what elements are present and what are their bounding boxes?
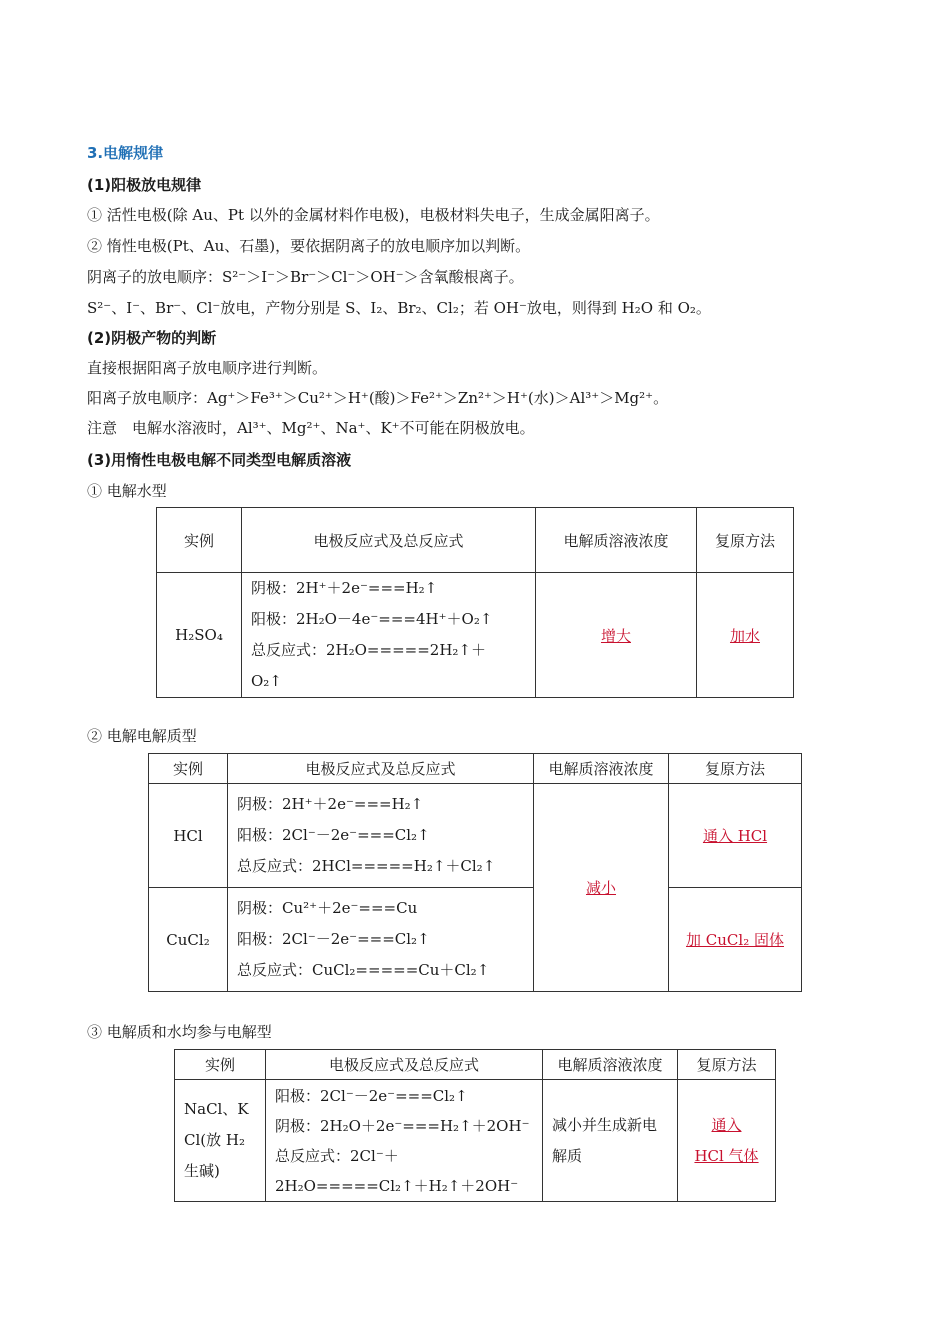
concentration-cell xyxy=(536,573,697,698)
anode-line-2: ② 惰性电极(Pt、Au、石墨)，要依据阴离子的放电顺序加以判断。 xyxy=(87,237,531,255)
type3-title: ③ 电解质和水均参与电解型 xyxy=(87,1023,272,1041)
example-line: NaCl、K xyxy=(184,1100,249,1118)
equation-line: 阴极：2H⁺＋2e⁻===H₂↑ xyxy=(237,795,424,813)
restore-answer: 通入 xyxy=(711,1115,742,1134)
table-electrolyte-and-water xyxy=(174,1049,776,1202)
anode-title: (1)阳极放电规律 xyxy=(87,176,202,194)
equation-cell xyxy=(228,888,534,992)
restore-cell xyxy=(669,888,802,992)
header-restore: 复原方法 xyxy=(669,754,802,784)
table-row xyxy=(175,1080,776,1202)
header-restore: 复原方法 xyxy=(697,508,794,573)
example-cell: CuCl₂ xyxy=(149,888,228,992)
table-electrolyze-water xyxy=(156,507,794,698)
header-concentration: 电解质溶液浓度 xyxy=(534,754,669,784)
equation-line: 阳极：2Cl⁻－2e⁻===Cl₂↑ xyxy=(275,1086,468,1105)
equation-cell xyxy=(242,573,536,698)
anode-line-1: ① 活性电极(除 Au、Pt 以外的金属材料作电极)，电极材料失电子，生成金属阳离子。 xyxy=(87,206,660,224)
equation-cell xyxy=(266,1080,543,1202)
restore-line xyxy=(678,1141,775,1172)
equation-line: 阳极：2Cl⁻－2e⁻===Cl₂↑ xyxy=(237,930,430,948)
restore-cell xyxy=(697,573,794,698)
equation-line: 2H₂O=====Cl₂↑＋H₂↑＋2OH⁻ xyxy=(275,1176,519,1195)
header-example: 实例 xyxy=(149,754,228,784)
example-line: 生碱) xyxy=(184,1162,220,1180)
section-title: 3.电解规律 xyxy=(87,144,164,162)
restore-answer: 通入 HCl xyxy=(702,827,768,845)
anode-line-3: 阴离子的放电顺序：S²⁻＞I⁻＞Br⁻＞Cl⁻＞OH⁻＞含氧酸根离子。 xyxy=(87,268,524,286)
equation-line: 总反应式：2Cl⁻＋ xyxy=(275,1146,399,1165)
header-concentration: 电解质溶液浓度 xyxy=(536,508,697,573)
cathode-line-2: 阳离子放电顺序：Ag⁺＞Fe³⁺＞Cu²⁺＞H⁺(酸)＞Fe²⁺＞Zn²⁺＞H⁺(水)＞Al³⁺＞Mg²⁺。 xyxy=(87,389,669,407)
equation-line: 阴极：2H⁺＋2e⁻===H₂↑ xyxy=(251,579,438,597)
equation-line: 总反应式：2H₂O=====2H₂↑＋ xyxy=(251,641,486,659)
example-cell xyxy=(175,1080,266,1202)
restore-answer: HCl 气体 xyxy=(694,1146,759,1165)
equation-line: 总反应式：CuCl₂=====Cu＋Cl₂↑ xyxy=(237,961,490,979)
header-equation: 电极反应式及总反应式 xyxy=(242,508,536,573)
restore-cell xyxy=(678,1080,776,1202)
equation-line: 阴极：2H₂O＋2e⁻===H₂↑＋2OH⁻ xyxy=(275,1116,530,1135)
concentration-line: 解质 xyxy=(552,1146,583,1165)
restore-cell xyxy=(669,784,802,888)
header-equation: 电极反应式及总反应式 xyxy=(266,1050,543,1080)
cathode-title: (2)阴极产物的判断 xyxy=(87,329,217,347)
restore-answer: 加水 xyxy=(729,626,760,645)
example-cell: HCl xyxy=(149,784,228,888)
table-row xyxy=(149,784,802,888)
cathode-line-3: 注意 电解水溶液时，Al³⁺、Mg²⁺、Na⁺、K⁺不可能在阴极放电。 xyxy=(87,419,535,437)
equation-line: 总反应式：2HCl=====H₂↑＋Cl₂↑ xyxy=(237,857,496,875)
concentration-answer: 减小 xyxy=(585,879,616,897)
restore-answer: 加 CuCl₂ 固体 xyxy=(686,931,784,949)
header-equation: 电极反应式及总反应式 xyxy=(228,754,534,784)
concentration-line: 减小并生成新电 xyxy=(552,1115,658,1134)
table-electrolyze-electrolyte xyxy=(148,753,802,992)
anode-line-4: S²⁻、I⁻、Br⁻、Cl⁻放电，产物分别是 S、I₂、Br₂、Cl₂；若 OH⁻放电，则得到 H₂O 和 O₂。 xyxy=(87,299,711,317)
equation-line: 阳极：2Cl⁻－2e⁻===Cl₂↑ xyxy=(237,826,430,844)
header-restore: 复原方法 xyxy=(678,1050,776,1080)
concentration-cell xyxy=(543,1080,678,1202)
equation-line: O₂↑ xyxy=(251,672,282,690)
type1-title: ① 电解水型 xyxy=(87,482,167,500)
inert-title: (3)用惰性电极电解不同类型电解质溶液 xyxy=(87,451,352,469)
cathode-line-1: 直接根据阳离子放电顺序进行判断。 xyxy=(87,359,328,377)
concentration-answer: 增大 xyxy=(600,626,631,645)
equation-line: 阳极：2H₂O－4e⁻===4H⁺＋O₂↑ xyxy=(251,610,493,628)
type2-title: ② 电解电解质型 xyxy=(87,727,197,745)
concentration-cell xyxy=(534,784,669,992)
header-concentration: 电解质溶液浓度 xyxy=(543,1050,678,1080)
equation-line: 阴极：Cu²⁺＋2e⁻===Cu xyxy=(237,899,418,917)
table-row xyxy=(157,573,794,698)
example-cell: H₂SO₄ xyxy=(157,573,242,698)
table-row xyxy=(149,888,802,992)
example-line: Cl(放 H₂ xyxy=(184,1131,245,1149)
header-example: 实例 xyxy=(157,508,242,573)
equation-cell xyxy=(228,784,534,888)
restore-line xyxy=(678,1110,775,1141)
header-example: 实例 xyxy=(175,1050,266,1080)
